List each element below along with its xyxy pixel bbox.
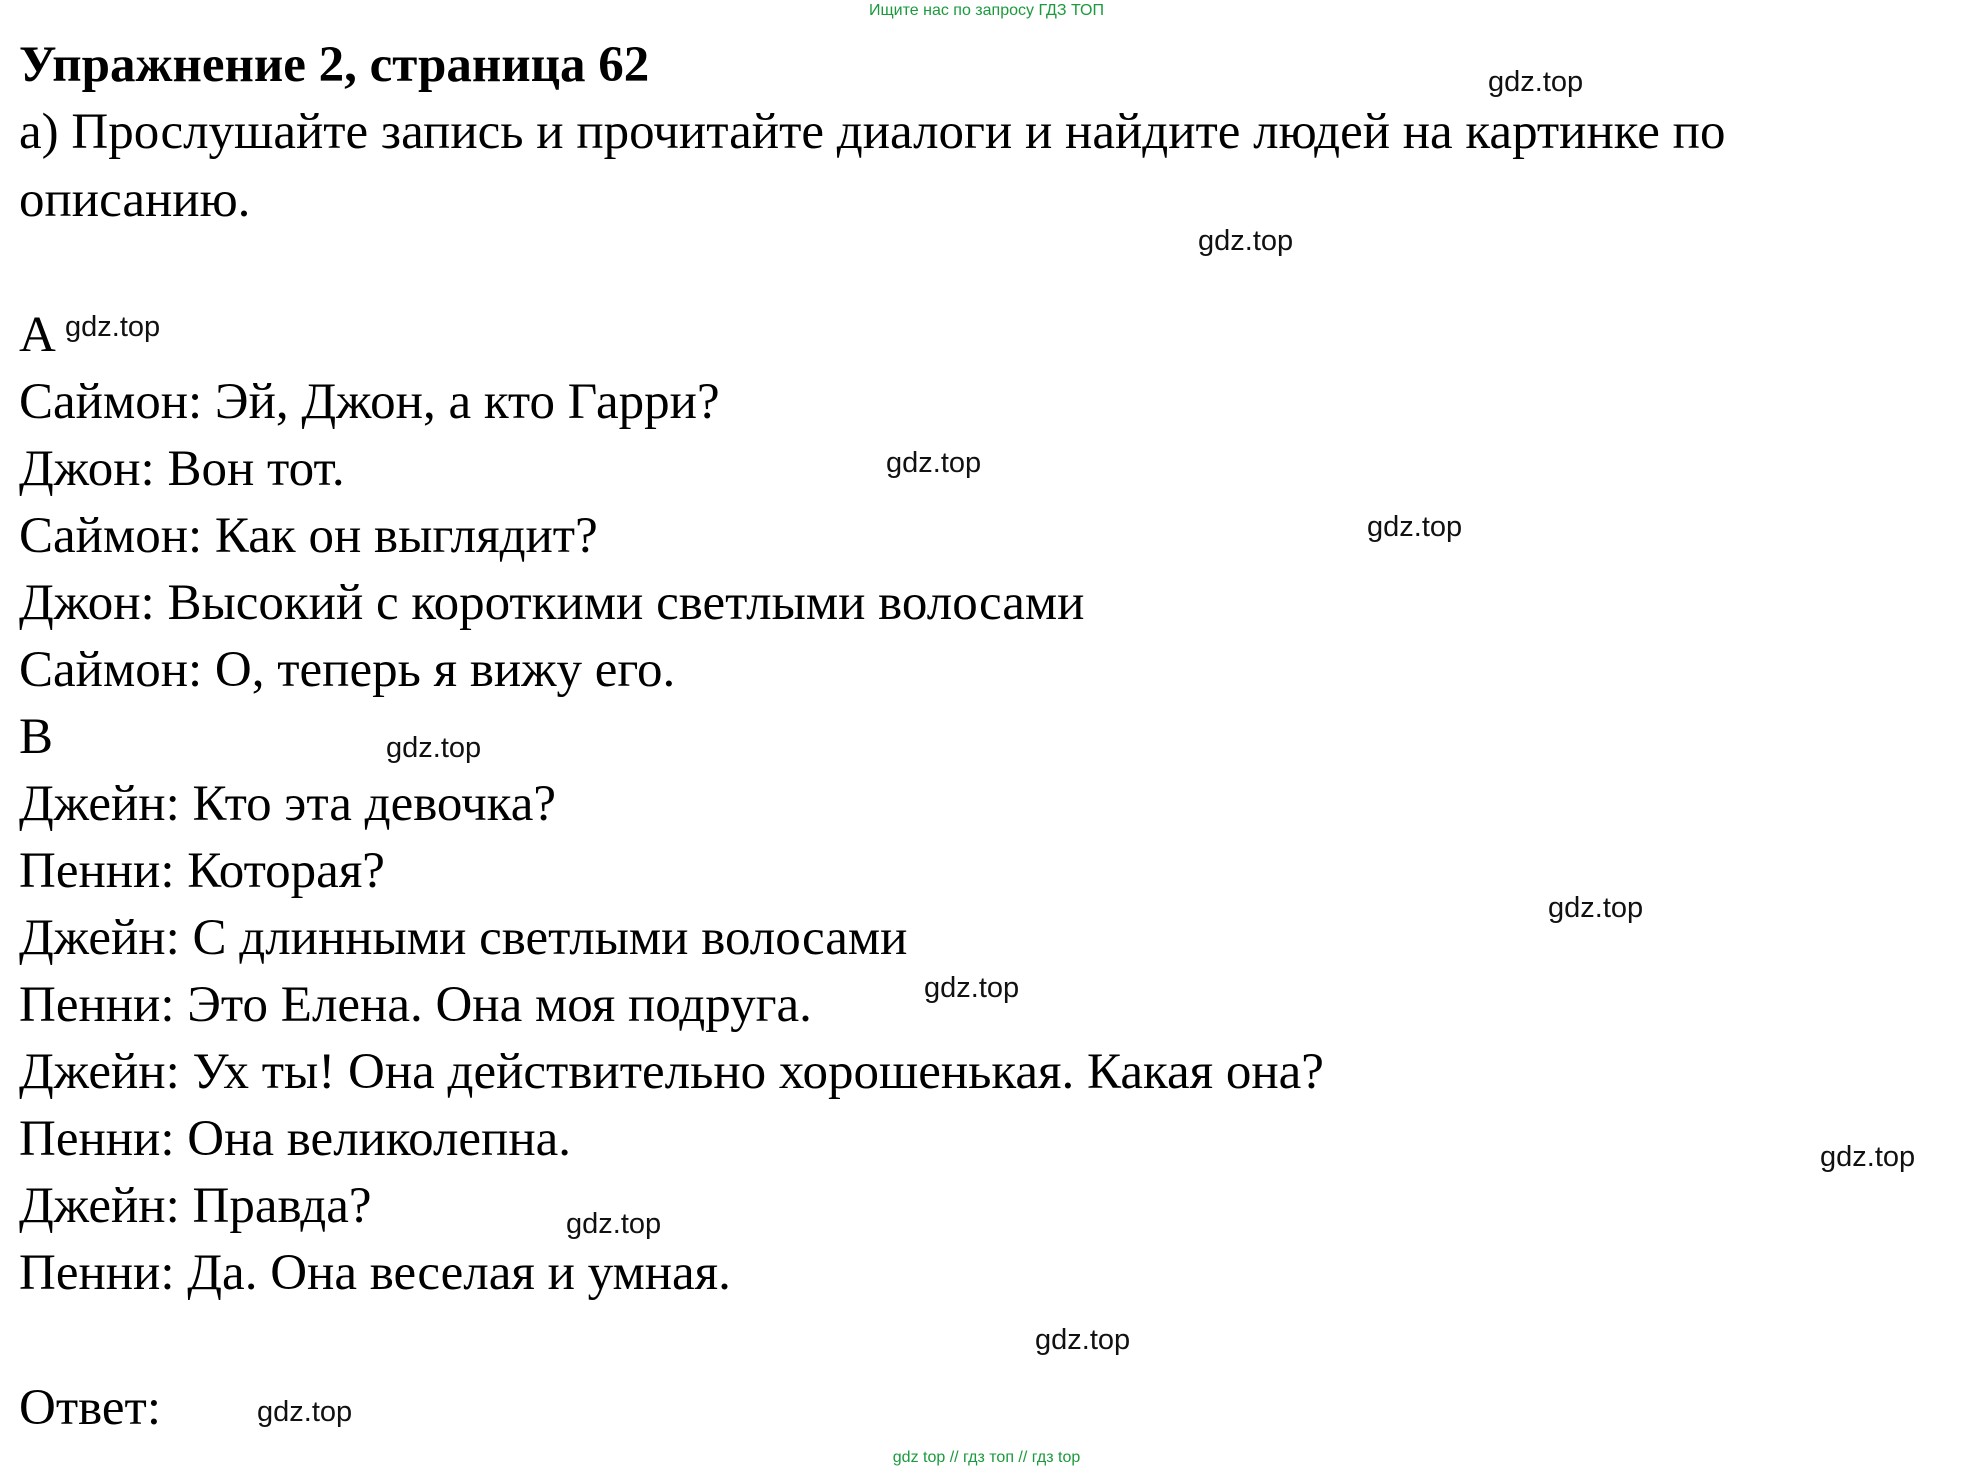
watermark: gdz.top: [1488, 66, 1584, 98]
dialogue-line: Саймон: Эй, Джон, а кто Гарри?: [19, 374, 720, 430]
dialogue-line: Джейн: Ух ты! Она действительно хорошенькая. Какая она?: [19, 1044, 1324, 1100]
watermark: gdz.top: [386, 732, 482, 764]
dialogue-line: Джон: Вон тот.: [19, 441, 345, 497]
dialogue-line: Саймон: О, теперь я вижу его.: [19, 642, 676, 698]
dialogue-line: Джон: Высокий с короткими светлыми волосами: [19, 575, 1085, 631]
watermark: gdz.top: [1548, 892, 1644, 924]
dialogue-line: Джейн: Правда?: [19, 1178, 372, 1234]
watermark: gdz.top: [1198, 225, 1294, 257]
watermark: gdz.top: [1367, 511, 1463, 543]
watermark: gdz.top: [1820, 1141, 1916, 1173]
watermark: gdz.top: [886, 447, 982, 479]
watermark: gdz.top: [1035, 1324, 1131, 1356]
dialogue-a-heading: А: [19, 307, 56, 363]
dialogue-line: Пенни: Это Елена. Она моя подруга.: [19, 977, 812, 1033]
dialogue-line: Пенни: Которая?: [19, 843, 385, 899]
watermark: gdz.top: [566, 1208, 662, 1240]
watermark: gdz.top: [257, 1396, 353, 1428]
dialogue-line: Джейн: Кто эта девочка?: [19, 776, 557, 832]
dialogue-line: Пенни: Она великолепна.: [19, 1111, 572, 1167]
watermark: gdz.top: [65, 311, 161, 343]
answer-label: Ответ:: [19, 1380, 161, 1436]
dialogue-line: Саймон: Как он выглядит?: [19, 508, 598, 564]
dialogue-line: Джейн: С длинными светлыми волосами: [19, 910, 908, 966]
dialogue-b-heading: В: [19, 709, 54, 765]
dialogue-line: Пенни: Да. Она веселая и умная.: [19, 1245, 731, 1301]
task-instruction: а) Прослушайте запись и прочитайте диалоги и найдите людей на картинке по описанию.: [19, 104, 1726, 228]
footer-watermark: gdz top // гдз топ // гдз top: [892, 1449, 1081, 1466]
watermark: gdz.top: [924, 972, 1020, 1004]
page-title: Упражнение 2, страница 62: [19, 37, 650, 93]
dialogue-block: [19, 302, 1324, 1307]
top-banner: Ищите нас по запросу ГДЗ ТОП: [869, 2, 1104, 19]
